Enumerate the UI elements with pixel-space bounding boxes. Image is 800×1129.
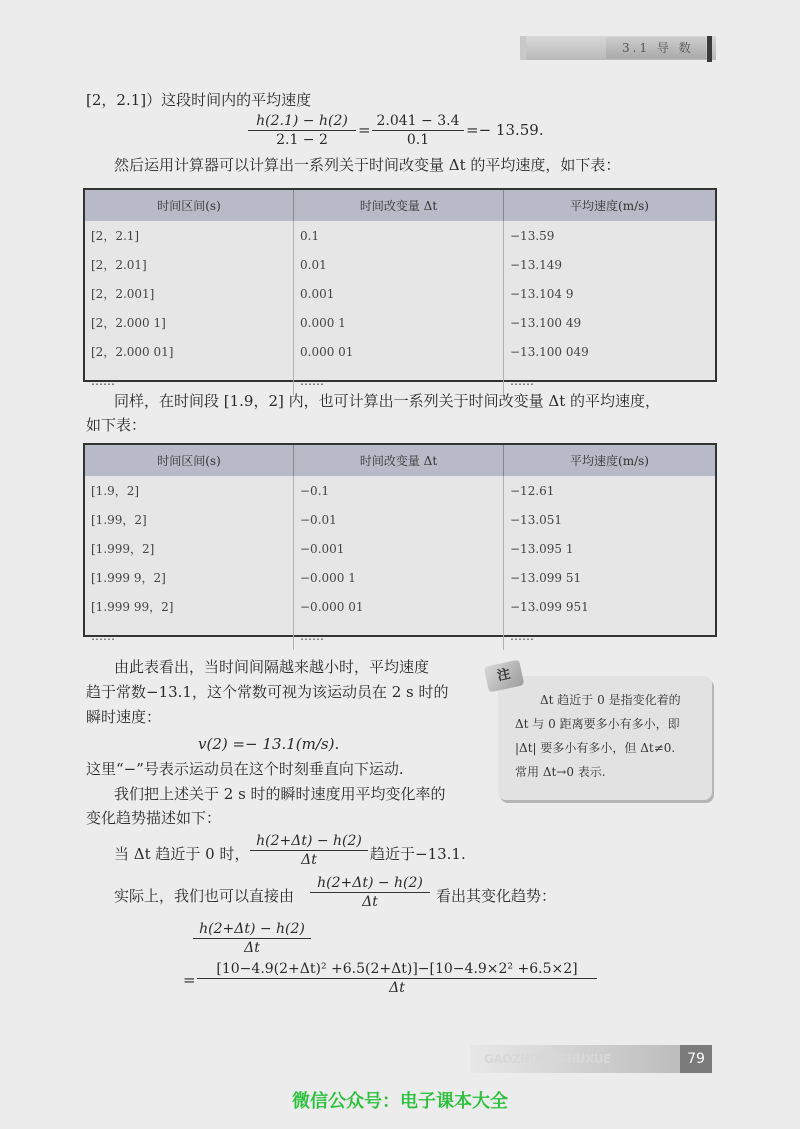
table-cell: …… <box>85 621 294 650</box>
table-row <box>85 563 715 592</box>
page-number: 79 <box>680 1045 712 1073</box>
table-cell: 0.001 <box>294 279 504 308</box>
table-1-header-row <box>85 190 715 221</box>
table-row <box>85 221 715 250</box>
fraction-1-numerator: h(2.1) − h(2) <box>248 112 356 131</box>
table-row <box>85 279 715 308</box>
fraction-1 <box>248 112 356 149</box>
table-row <box>85 621 715 650</box>
table-1 <box>83 188 717 388</box>
watermark: 微信公众号：电子课本大全 <box>292 1091 508 1112</box>
table-cell: −13.59 <box>510 228 555 243</box>
middle-line-1: 同样，在时间段 [1.9，2] 内，也可计算出一系列关于时间改变量 Δt 的平均速度， <box>114 392 661 410</box>
table-cell: −13.099 51 <box>510 570 582 585</box>
table-cell: 0.000 1 <box>294 308 504 337</box>
trend-fraction <box>250 832 368 869</box>
table-cell: 0.1 <box>294 221 504 250</box>
table-cell: [2，2.001] <box>85 279 294 308</box>
table-cell: [2，2.1] <box>85 221 294 250</box>
note-line-4: 常用 Δt→0 表示. <box>515 765 606 779</box>
fraction-1-denominator: 2.1 − 2 <box>276 132 328 148</box>
table-cell: −0.000 1 <box>294 563 504 592</box>
table-row <box>85 592 715 621</box>
direct-fraction-denominator: Δt <box>362 894 378 910</box>
table-cell: −13.100 49 <box>510 315 582 330</box>
table-1-header-delta: 时间改变量 Δt <box>294 190 504 221</box>
fraction-2-numerator: 2.041 − 3.4 <box>372 112 464 131</box>
table-cell: [2，2.01] <box>85 250 294 279</box>
header-marker <box>707 36 712 62</box>
note-line-1: Δt 趋近于 0 是指变化着的 <box>540 693 681 707</box>
note-line-2: Δt 与 0 距离要多小有多小，即 <box>515 717 680 731</box>
table-cell: −13.051 <box>510 512 563 527</box>
table-row <box>85 534 715 563</box>
table-cell: 0.01 <box>294 250 504 279</box>
intro-line-2: 然后运用计算器可以计算出一系列关于时间改变量 Δt 的平均速度，如下表： <box>114 156 621 174</box>
body-p1-line-2: 趋于常数−13.1，这个常数可视为该运动员在 2 s 时的 <box>86 683 449 701</box>
table-cell: [1.999 9，2] <box>85 563 294 592</box>
equation-result: =− 13.59. <box>466 121 544 139</box>
table-cell: [2，2.000 01] <box>85 337 294 366</box>
fraction-2 <box>372 112 464 149</box>
equals-sign: = <box>358 121 371 139</box>
table-cell: −12.61 <box>510 483 555 498</box>
velocity-equation: v(2) =− 13.1(m/s). <box>198 735 340 753</box>
intro-line: [2，2.1]）这段时间内的平均速度 <box>86 91 312 109</box>
trend-fraction-denominator: Δt <box>301 852 317 868</box>
trend-prefix: 当 Δt 趋近于 0 时， <box>114 845 250 863</box>
table-cell: 0.000 01 <box>294 337 504 366</box>
derivation-fraction <box>193 920 311 957</box>
table-cell: …… <box>294 366 504 395</box>
expansion-fraction <box>197 960 597 997</box>
table-row <box>85 476 715 505</box>
body-p2: 这里“−”号表示运动员在这个时刻垂直向下运动. <box>86 760 404 778</box>
note-line-3: |Δt| 要多小有多小，但 Δt≠0. <box>515 741 676 755</box>
direct-fraction <box>310 874 430 911</box>
direct-suffix: 看出其变化趋势： <box>436 887 557 905</box>
table-2-header-speed: 平均速度(m/s) <box>504 445 716 476</box>
table-1-header-interval: 时间区间(s) <box>85 190 294 221</box>
direct-fraction-numerator: h(2+Δt) − h(2) <box>310 874 430 893</box>
trend-suffix: 趋近于−13.1. <box>370 845 466 863</box>
expansion-numerator: [10−4.9(2+Δt)² +6.5(2+Δt)]−[10−4.9×2² +6.5×2] <box>197 960 597 979</box>
table-cell: −0.000 01 <box>294 592 504 621</box>
table-row <box>85 308 715 337</box>
middle-line-2: 如下表： <box>86 416 147 434</box>
trend-fraction-numerator: h(2+Δt) − h(2) <box>250 832 368 851</box>
table-2 <box>83 443 717 643</box>
footer-band: GAOZHONGSHUXUE <box>470 1045 680 1073</box>
derivation-numerator: h(2+Δt) − h(2) <box>193 920 311 939</box>
table-row <box>85 337 715 366</box>
table-cell: −13.104 9 <box>510 286 574 301</box>
derivation-equals: = <box>183 971 196 989</box>
table-2-header-row <box>85 445 715 476</box>
table-cell: [1.9，2] <box>85 476 294 505</box>
body-p1-line-3: 瞬时速度： <box>86 708 162 726</box>
table-cell: −13.100 049 <box>510 344 589 359</box>
table-cell: …… <box>510 373 534 388</box>
table-cell: …… <box>294 621 504 650</box>
table-cell: −13.099 951 <box>510 599 589 614</box>
derivation-denominator: Δt <box>244 940 260 956</box>
note-tag: 注 <box>484 660 525 693</box>
direct-prefix: 实际上，我们也可以直接由 <box>114 887 295 905</box>
table-2-header-interval: 时间区间(s) <box>85 445 294 476</box>
table-1-header-speed: 平均速度(m/s) <box>504 190 716 221</box>
table-cell: [2，2.000 1] <box>85 308 294 337</box>
table-cell: [1.99，2] <box>85 505 294 534</box>
body-p3-line-1: 我们把上述关于 2 s 时的瞬时速度用平均变化率的 <box>114 785 446 803</box>
table-cell: [1.999 99，2] <box>85 592 294 621</box>
body-p3-line-2: 变化趋势描述如下： <box>86 809 222 827</box>
table-cell: −0.1 <box>294 476 504 505</box>
table-cell: −0.01 <box>294 505 504 534</box>
table-cell: −13.149 <box>510 257 563 272</box>
table-2-header-delta: 时间改变量 Δt <box>294 445 504 476</box>
table-row <box>85 505 715 534</box>
table-row <box>85 250 715 279</box>
fraction-2-denominator: 0.1 <box>406 132 430 148</box>
section-label: 3.1 导 数 <box>606 37 706 59</box>
table-cell: …… <box>510 628 534 643</box>
body-p1-line-1: 由此表看出，当时间间隔越来越小时，平均速度 <box>114 658 430 676</box>
table-cell: −0.001 <box>294 534 504 563</box>
table-cell: [1.999，2] <box>85 534 294 563</box>
table-cell: −13.095 1 <box>510 541 574 556</box>
table-cell: …… <box>85 366 294 395</box>
expansion-denominator: Δt <box>389 980 405 996</box>
